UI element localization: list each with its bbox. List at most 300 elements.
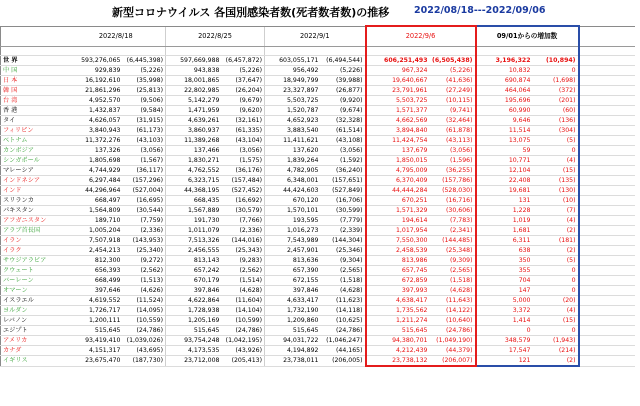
cases-cell: 355 [476,266,533,276]
country-name: 日 本 [1,76,67,86]
cases-cell: 195,696 [476,96,533,106]
cases-cell: 813,636 [265,256,321,266]
header-blank [1,26,67,47]
cases-cell: 23,738,011 [265,356,321,367]
deaths-cell: (2,336) [222,226,265,236]
deaths-cell: (144,016) [222,236,265,246]
cases-cell: 4,744,929 [67,166,123,176]
cases-cell: 4,952,570 [67,96,123,106]
table-row [1,166,635,176]
row-gap [579,216,635,226]
table-row [1,186,635,196]
deaths-cell: (43,108) [321,136,366,146]
row-gap [579,166,635,176]
cases-cell: 690,874 [476,76,533,86]
table-row [1,266,635,276]
cases-cell: 6,297,484 [67,176,123,186]
row-gap [579,246,635,256]
country-name: イスラエル [1,296,67,306]
deaths-cell: (6,494,544) [321,56,366,66]
deaths-cell: (9,309) [430,256,476,266]
cases-cell: 657,242 [166,266,222,276]
cases-cell: 4,638,417 [366,296,430,306]
deaths-cell: (31,915) [123,116,166,126]
spacer-cell [1,47,67,56]
cases-cell: 1,570,101 [265,206,321,216]
deaths-cell: (214) [533,346,579,356]
cases-cell: 44,296,964 [67,186,123,196]
deaths-cell: (25,348) [430,246,476,256]
deaths-cell: (157,786) [430,176,476,186]
cases-cell: 193,595 [265,216,321,226]
cases-cell: 2,456,555 [166,246,222,256]
cases-cell: 4,151,317 [67,346,123,356]
cases-cell: 23,675,470 [67,356,123,367]
row-gap [579,236,635,246]
row-gap [579,206,635,216]
country-name: 中 国 [1,66,67,76]
cases-cell: 137,679 [366,146,430,156]
cases-cell: 5,503,725 [366,96,430,106]
cases-cell: 94,031,722 [265,336,321,346]
cases-cell: 397,993 [366,286,430,296]
deaths-cell: (16,692) [222,196,265,206]
cases-cell: 19,681 [476,186,533,196]
deaths-cell: (35,998) [123,76,166,86]
deaths-cell: (43,104) [222,136,265,146]
deaths-cell: (1,046,247) [321,336,366,346]
cases-cell: 1,205,169 [166,316,222,326]
deaths-cell: (24,786) [123,326,166,336]
cases-cell: 191,730 [166,216,222,226]
deaths-cell: (14,104) [222,306,265,316]
country-name: オマーン [1,286,67,296]
cases-cell: 121 [476,356,533,367]
spacer-cell [430,47,476,56]
cases-cell: 1,726,717 [67,306,123,316]
cases-cell: 668,497 [67,196,123,206]
deaths-cell: (10,599) [222,316,265,326]
row-gap [579,196,635,206]
deaths-cell: (6,445,398) [123,56,166,66]
cases-cell: 397,846 [166,286,222,296]
cases-cell: 23,327,897 [265,86,321,96]
deaths-cell: (44,165) [321,346,366,356]
cases-cell: 6,370,409 [366,176,430,186]
deaths-cell: (24,786) [430,326,476,336]
country-name: バーレーン [1,276,67,286]
deaths-cell: (5,226) [123,66,166,76]
deaths-cell: (3,056) [123,146,166,156]
cases-cell: 1,571,377 [366,106,430,116]
deaths-cell: (1,592) [321,156,366,166]
table-row [1,176,635,186]
deaths-cell: (3,056) [222,146,265,156]
deaths-cell: (14,118) [321,306,366,316]
cases-cell: 4,633,417 [265,296,321,306]
deaths-cell: (3,056) [321,146,366,156]
row-gap [579,286,635,296]
deaths-cell: (60) [533,106,579,116]
deaths-cell: (32,328) [321,116,366,126]
deaths-cell: (205,413) [222,356,265,367]
row-gap [579,136,635,146]
deaths-cell: (206,007) [430,356,476,367]
deaths-cell: (4,628) [222,286,265,296]
col-header: 2022/8/25 [166,26,265,47]
cases-cell: 17,547 [476,346,533,356]
deaths-cell: (61,173) [123,126,166,136]
cases-cell: 11,411,621 [265,136,321,146]
cases-cell: 11,372,276 [67,136,123,146]
deaths-cell: (206,005) [321,356,366,367]
deaths-cell: (144,304) [321,236,366,246]
deaths-cell: (61,335) [222,126,265,136]
cases-cell: 515,645 [67,326,123,336]
cases-cell: 929,839 [67,66,123,76]
country-name: 香 港 [1,106,67,116]
deaths-cell: (9,674) [321,106,366,116]
deaths-cell: (16,716) [430,196,476,206]
cases-cell: 44,424,603 [265,186,321,196]
table-row [1,126,635,136]
table-row [1,56,635,66]
cases-cell: 18,001,865 [166,76,222,86]
deaths-cell: (1,567) [123,156,166,166]
country-name: アラブ首長国 [1,226,67,236]
table-row [1,226,635,236]
cases-cell: 672,859 [366,276,430,286]
table-row [1,86,635,96]
cases-cell: 6,311 [476,236,533,246]
table-row [1,196,635,206]
deaths-cell: (27,249) [430,86,476,96]
cases-cell: 5,142,279 [166,96,222,106]
table-row [1,146,635,156]
deaths-cell: (37,647) [222,76,265,86]
cases-cell: 813,986 [366,256,430,266]
cases-cell: 464,064 [476,86,533,96]
cases-cell: 7,507,918 [67,236,123,246]
row-gap [579,156,635,166]
deaths-cell: (4) [533,156,579,166]
cases-cell: 1,728,938 [166,306,222,316]
cases-cell: 956,492 [265,66,321,76]
deaths-cell: (10,559) [123,316,166,326]
row-gap [579,106,635,116]
spacer-cell [321,47,366,56]
cases-cell: 94,380,701 [366,336,430,346]
deaths-cell: (10,894) [533,56,579,66]
cases-cell: 60,990 [476,106,533,116]
country-name: ヨルダン [1,306,67,316]
deaths-cell: (181) [533,236,579,246]
cases-cell: 4,194,892 [265,346,321,356]
deaths-cell: (4) [533,216,579,226]
cases-cell: 23,791,961 [366,86,430,96]
header-row [1,26,635,47]
cases-cell: 668,499 [67,276,123,286]
deaths-cell: (157,651) [321,176,366,186]
spacer-cell [67,47,123,56]
country-name: イラク [1,246,67,256]
deaths-cell: (2,562) [123,266,166,276]
deaths-cell: (157,296) [123,176,166,186]
cases-cell: 16,192,610 [67,76,123,86]
row-gap [579,306,635,316]
deaths-cell: (9,741) [430,106,476,116]
cases-cell: 1,830,271 [166,156,222,166]
deaths-cell: (1,514) [222,276,265,286]
cases-cell: 1,228 [476,206,533,216]
cases-cell: 93,419,410 [67,336,123,346]
cases-cell: 515,645 [265,326,321,336]
deaths-cell: (187,730) [123,356,166,367]
cases-cell: 194,614 [366,216,430,226]
table-row [1,246,635,256]
deaths-cell: (9,283) [222,256,265,266]
deaths-cell: 0 [533,146,579,156]
deaths-cell: (20) [533,296,579,306]
deaths-cell: (144,485) [430,236,476,246]
cases-cell: 4,622,864 [166,296,222,306]
cases-cell: 1,564,809 [67,206,123,216]
country-name: 台 湾 [1,96,67,106]
col-header: 2022/8/18 [67,26,166,47]
deaths-cell: (1,943) [533,336,579,346]
cases-cell: 137,466 [166,146,222,156]
cases-cell: 4,762,552 [166,166,222,176]
deaths-cell: (3,056) [430,146,476,156]
row-gap [579,86,635,96]
deaths-cell: (36,240) [321,166,366,176]
cases-cell: 5,000 [476,296,533,306]
table-row [1,216,635,226]
deaths-cell: (1,513) [123,276,166,286]
cases-cell: 189,710 [67,216,123,226]
cases-cell: 1,520,787 [265,106,321,116]
header-gap [579,26,635,47]
deaths-cell: (36,117) [123,166,166,176]
cases-cell: 593,276,065 [67,56,123,66]
cases-cell: 1,732,190 [265,306,321,316]
cases-cell: 638 [476,246,533,256]
cases-cell: 4,626,057 [67,116,123,126]
deaths-cell: (9,584) [123,106,166,116]
deaths-cell: (2) [533,356,579,367]
cases-cell: 10,832 [476,66,533,76]
deaths-cell: (2,565) [321,266,366,276]
table-row [1,316,635,326]
cases-cell: 4,212,439 [366,346,430,356]
deaths-cell: (39,988) [321,76,366,86]
deaths-cell: 0 [533,66,579,76]
cases-cell: 7,513,326 [166,236,222,246]
cases-cell: 44,444,284 [366,186,430,196]
country-name: インド [1,186,67,196]
cases-cell: 3,860,937 [166,126,222,136]
deaths-cell: (61,514) [321,126,366,136]
cases-cell: 4,639,261 [166,116,222,126]
cases-cell: 1,005,204 [67,226,123,236]
cases-cell: 0 [476,326,533,336]
row-gap [579,176,635,186]
cases-cell: 657,390 [265,266,321,276]
cases-cell: 397,646 [67,286,123,296]
table-row [1,336,635,346]
deaths-cell: (16,706) [321,196,366,206]
table-row [1,346,635,356]
cases-cell: 4,662,569 [366,116,430,126]
table-row [1,236,635,246]
cases-cell: 668,435 [166,196,222,206]
cases-cell: 1,414 [476,316,533,326]
deaths-cell: (143,953) [123,236,166,246]
deaths-cell: (527,849) [321,186,366,196]
table-row [1,256,635,266]
spacer-cell [579,47,635,56]
deaths-cell: (30,606) [430,206,476,216]
deaths-cell: 0 [533,276,579,286]
cases-cell: 1,850,015 [366,156,430,166]
cases-cell: 11,389,268 [166,136,222,146]
deaths-cell: (15) [533,166,579,176]
deaths-cell: (10,115) [430,96,476,106]
deaths-cell: (4) [533,306,579,316]
col-header: 2022/9/1 [265,26,366,47]
deaths-cell: (4,628) [321,286,366,296]
cases-cell: 10,771 [476,156,533,166]
cases-cell: 6,323,715 [166,176,222,186]
cases-cell: 3,883,540 [265,126,321,136]
country-name: アメリカ [1,336,67,346]
col-header-latest: 2022/9/6 [366,26,476,47]
row-gap [579,76,635,86]
row-gap [579,226,635,236]
deaths-cell: (9,620) [222,106,265,116]
deaths-cell: (26,204) [222,86,265,96]
cases-cell: 606,251,493 [366,56,430,66]
deaths-cell: (14,122) [430,306,476,316]
deaths-cell: (11,524) [123,296,166,306]
table-row [1,76,635,86]
cases-cell: 6,348,001 [265,176,321,186]
row-gap [579,186,635,196]
deaths-cell: (43,103) [123,136,166,146]
cases-cell: 18,949,799 [265,76,321,86]
cases-cell: 397,846 [265,286,321,296]
table-row [1,136,635,146]
cases-cell: 23,738,132 [366,356,430,367]
deaths-cell: (201) [533,96,579,106]
deaths-cell: (2,336) [123,226,166,236]
deaths-cell: (1,575) [222,156,265,166]
cases-cell: 1,432,837 [67,106,123,116]
spacer-cell [222,47,265,56]
cases-cell: 137,620 [265,146,321,156]
cases-cell: 656,393 [67,266,123,276]
deaths-cell: (6,505,438) [430,56,476,66]
deaths-cell: 0 [533,266,579,276]
deaths-cell: (2,341) [430,226,476,236]
row-gap [579,336,635,346]
country-name: サウジアラビア [1,256,67,266]
cases-cell: 812,300 [67,256,123,266]
cases-cell: 1,681 [476,226,533,236]
cases-cell: 597,669,988 [166,56,222,66]
deaths-cell: (11,604) [222,296,265,306]
deaths-cell: (157,484) [222,176,265,186]
page-title: 新型コロナウイルス 各国別感染者数(死者数者数)の推移 [112,6,390,19]
row-gap [579,326,635,336]
cases-cell: 603,055,171 [265,56,321,66]
country-name: シンガポール [1,156,67,166]
spacer-cell [476,47,533,56]
deaths-cell: (25,343) [222,246,265,256]
deaths-cell: (10) [533,196,579,206]
cases-cell: 348,579 [476,336,533,346]
deaths-cell: (6,457,872) [222,56,265,66]
deaths-cell: (1,596) [430,156,476,166]
row-gap [579,356,635,367]
cases-cell: 670,251 [366,196,430,206]
cases-cell: 9,646 [476,116,533,126]
deaths-cell: (1,039,026) [123,336,166,346]
date-range: 2022/08/18---2022/09/06 [414,5,546,16]
cases-cell: 4,782,905 [265,166,321,176]
cases-table [0,25,635,367]
cases-cell: 1,017,954 [366,226,430,236]
cases-cell: 131 [476,196,533,206]
deaths-cell: (9,506) [123,96,166,106]
country-name: 世 界 [1,56,67,66]
cases-cell: 13,075 [476,136,533,146]
deaths-cell: (304) [533,126,579,136]
cases-cell: 93,754,248 [166,336,222,346]
cases-cell: 5,503,725 [265,96,321,106]
table-row [1,356,635,367]
country-name: イギリス [1,356,67,367]
country-name: レバノン [1,316,67,326]
spacer-cell [265,47,321,56]
country-name: スリランカ [1,196,67,206]
country-name: カンボジア [1,146,67,156]
country-name: クウェート [1,266,67,276]
cases-cell: 1,571,329 [366,206,430,216]
deaths-cell: (43,113) [430,136,476,146]
country-name: ベトナム [1,136,67,146]
deaths-cell: (130) [533,186,579,196]
country-name: 韓 国 [1,86,67,96]
deaths-cell: 0 [533,286,579,296]
table-row [1,326,635,336]
deaths-cell: (32,464) [430,116,476,126]
deaths-cell: (61,878) [430,126,476,136]
deaths-cell: (2,339) [321,226,366,236]
cases-cell: 4,652,923 [265,116,321,126]
row-gap [579,266,635,276]
cases-cell: 1,805,698 [67,156,123,166]
spacer-cell [533,47,579,56]
country-name: マレーシア [1,166,67,176]
cases-cell: 1,567,889 [166,206,222,216]
deaths-cell: (24,786) [321,326,366,336]
deaths-cell: (25,340) [123,246,166,256]
deaths-cell: (1,518) [321,276,366,286]
deaths-cell: (1,042,195) [222,336,265,346]
deaths-cell: (32,161) [222,116,265,126]
deaths-cell: (7,759) [123,216,166,226]
